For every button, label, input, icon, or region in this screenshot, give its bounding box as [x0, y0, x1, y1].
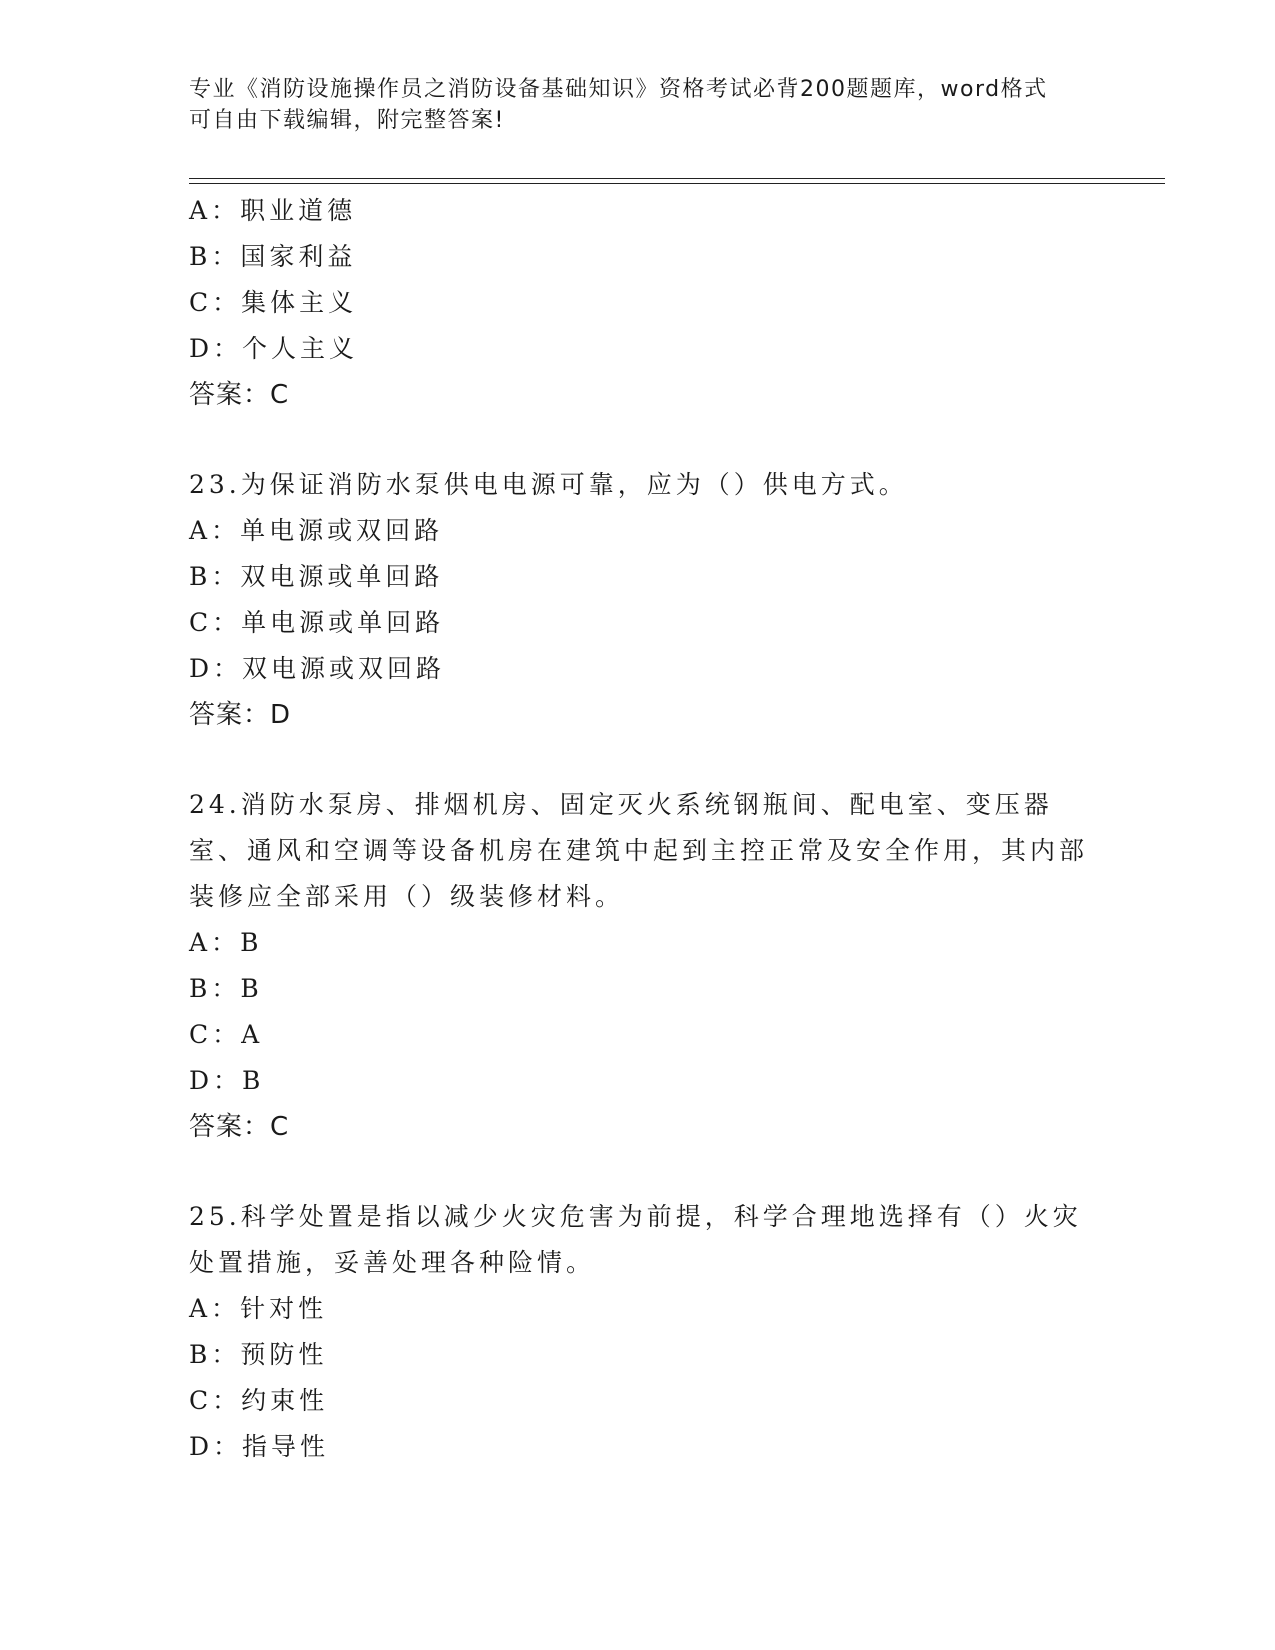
question-25 [189, 1194, 1089, 1470]
option-b: B：预防性 [189, 1340, 328, 1369]
option-c: C：单电源或单回路 [189, 608, 445, 637]
header-rule-top [189, 178, 1165, 179]
document-header: 专业《消防设施操作员之消防设备基础知识》资格考试必背200题题库，word格式可自由下载编辑，附完整答案! [189, 77, 1048, 133]
option-b: B：双电源或单回路 [189, 562, 444, 591]
option-c: C：A [189, 1020, 264, 1049]
question-stem: 23.为保证消防水泵供电电源可靠，应为（）供电方式。 [189, 470, 908, 499]
option-d: D：指导性 [189, 1432, 330, 1461]
question-24 [189, 782, 1089, 1150]
answer-line: 答案：C [189, 1112, 290, 1142]
question-23 [189, 462, 1089, 738]
option-c: C：约束性 [189, 1386, 329, 1415]
option-c: C：集体主义 [189, 288, 358, 317]
question-22-partial [189, 188, 1089, 418]
question-stem: 24.消防水泵房、排烟机房、固定灭火系统钢瓶间、配电室、变压器室、通风和空调等设备机房在建筑中起到主控正常及安全作用，其内部装修应全部采用（）级装修材料。 [189, 790, 1089, 911]
question-stem: 25.科学处置是指以减少火灾危害为前提，科学合理地选择有（）火灾处置措施，妥善处理各种险情。 [189, 1202, 1082, 1277]
option-d: D：双电源或双回路 [189, 654, 446, 683]
option-a: A：针对性 [189, 1294, 328, 1323]
option-a: A：B [189, 928, 263, 957]
option-d: D：B [189, 1066, 265, 1095]
option-b: B：B [189, 974, 263, 1003]
answer-line: 答案：D [189, 700, 292, 730]
header-rule-bottom [189, 183, 1165, 184]
option-b: B：国家利益 [189, 242, 357, 271]
option-a: A：职业道德 [189, 196, 357, 225]
question-list [189, 188, 1089, 1470]
option-a: A：单电源或双回路 [189, 516, 444, 545]
answer-line: 答案：C [189, 380, 290, 410]
option-d: D：个人主义 [189, 334, 359, 363]
